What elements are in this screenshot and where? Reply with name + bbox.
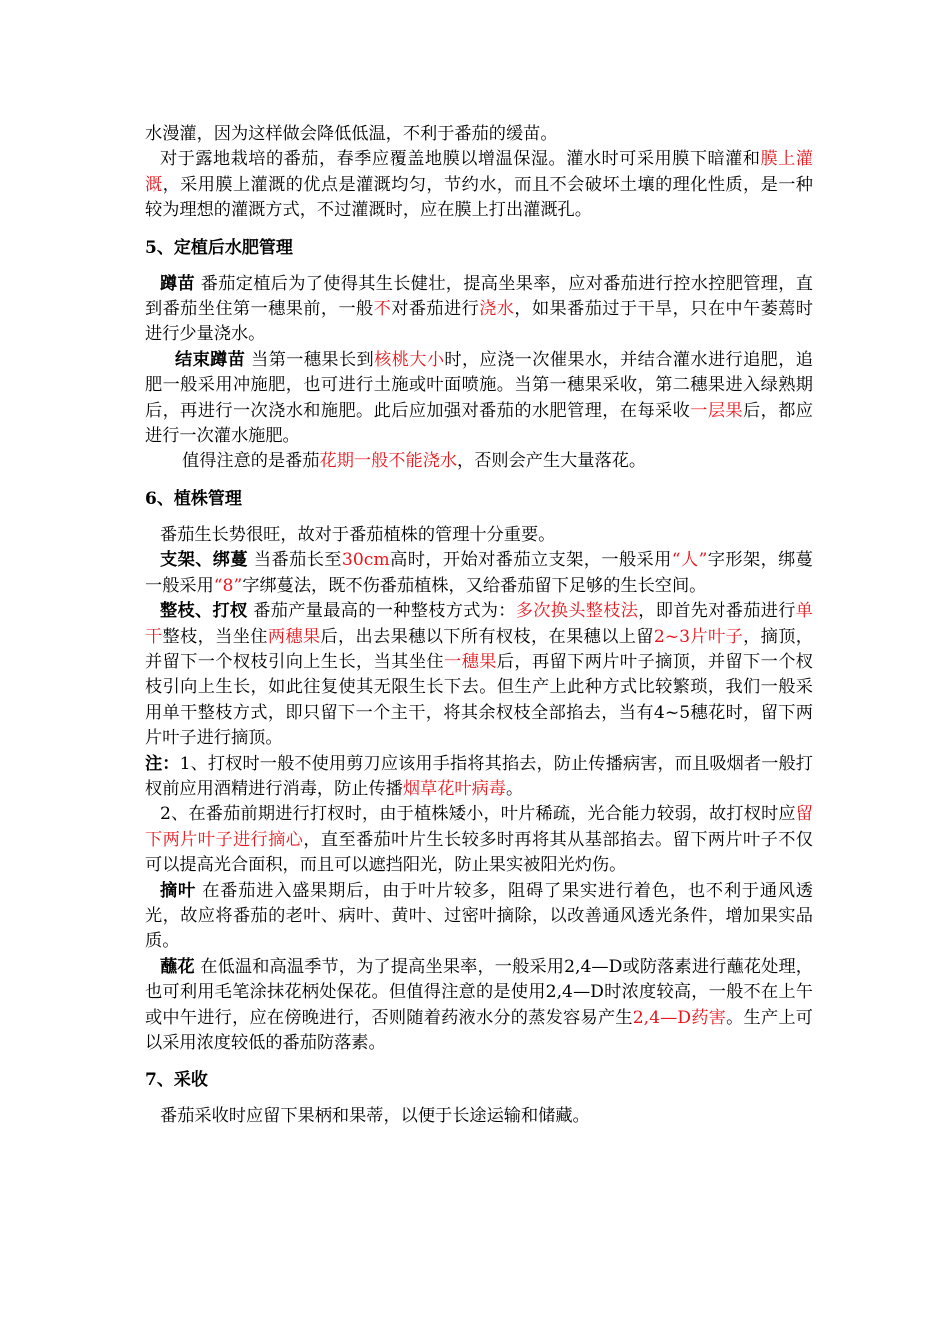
paragraph	[145, 752, 813, 803]
text-run: ，直至番茄叶片生长较多时再将其从基部掐去。留下两片叶子不仅可以提高光合面积，而且可以遮挡阳光，防止果实被阳光灼伤。	[145, 829, 813, 876]
document-page	[145, 122, 813, 1130]
highlighted-text: “人”	[671, 550, 708, 571]
text-run: 当番茄长至	[248, 550, 342, 571]
highlighted-text: 烟草花叶病毒	[402, 778, 506, 799]
paragraph	[145, 548, 813, 599]
paragraph	[145, 272, 813, 348]
text-run: 在低温和高温季节，为了提高坐果率，一般采用2,4—D或防落素进行蘸花处理，也可利用毛笔涂抹花柄处保花。但值得注意的是使用2,4—D时浓度较高，一般不在上午或中午进行，应在傍晚进行，否则随着药液水分的蒸发容易产生	[145, 956, 813, 1028]
text-run: 值得注意的是番茄	[182, 451, 320, 472]
text-run: 水漫灌，因为这样做会降低低温，不利于番茄的缓苗。	[145, 124, 558, 144]
bold-label: 整枝、打杈	[160, 601, 248, 622]
bold-label: 蘸花	[160, 956, 195, 977]
section-heading	[145, 1068, 813, 1093]
text-run: 番茄定植后为了使得其生长健壮，提高坐果率，应对番茄进行控水控肥管理，直到番茄坐住第一穗果前，一般	[145, 273, 813, 320]
text-run: 在番茄进入盛果期后，由于叶片较多，阻碍了果实进行着色，也不利于通风透光，故应将番茄的老叶、病叶、黄叶、过密叶摘除，以改善通风透光条件，增加果实品质。	[145, 880, 813, 952]
text-run: 1、打杈时一般不使用剪刀应该用手指将其掐去，防止传播病害，而且吸烟者一般打杈前应用酒精进行消毒，防止传播	[145, 753, 813, 799]
text-run: ，否则会产生大量落花。	[457, 451, 647, 472]
highlighted-text: 2,4—D药害	[632, 1007, 727, 1028]
paragraph	[145, 348, 813, 450]
highlighted-text: 多次换头整枝法	[515, 601, 639, 622]
paragraph	[145, 879, 813, 955]
text-run: 对番茄进行	[391, 299, 480, 320]
text-run: 番茄生长势很旺，故对于番茄植株的管理十分重要。	[160, 524, 556, 545]
highlighted-text: “8”	[213, 575, 243, 596]
bold-label: 摘叶	[160, 880, 196, 901]
text-run: ，采用膜上灌溉的优点是灌溉均匀，节约水，而且不会破坏土壤的理化性质，是一种较为理想的灌溉方式，不过灌溉时，应在膜上打出灌溉孔。	[145, 174, 813, 221]
text-run: 高时，开始对番茄立支架，一般采用	[389, 550, 672, 571]
paragraph	[145, 955, 813, 1057]
text-run: ，摘顶，并留下一个杈枝引向上生长，当其坐住	[145, 626, 813, 672]
text-run: 字形架，绑蔓一般采用	[145, 550, 813, 596]
text-run: 2、在番茄前期进行打杈时，由于植株矮小，叶片稀疏，光合能力较弱，故打杈时应	[160, 804, 796, 825]
highlighted-text: 单干	[145, 601, 813, 647]
paragraph	[145, 599, 813, 751]
highlighted-text: 膜上灌溉	[145, 149, 813, 195]
section-heading	[145, 236, 813, 261]
text-run: 字绑蔓法，既不伤番茄植株，又给番茄留下足够的生长空间。	[242, 575, 707, 596]
highlighted-text: 两穗果	[267, 626, 321, 647]
highlighted-text: 留下两片叶子进行摘心	[145, 804, 813, 850]
bold-label: 支架、绑蔓	[160, 550, 249, 571]
text-run: 对于露地栽培的番茄，春季应覆盖地膜以增温保湿。灌水时可采用膜下暗灌和	[160, 149, 761, 170]
highlighted-text: 浇水	[479, 299, 515, 320]
text-run: 时，应浇一次催果水，并结合灌水进行追肥，追肥一般采用冲施肥，也可进行土施或叶面喷施。当第一穗果采收，第二穗果进入绿熟期后，再进行一次浇水和施肥。此后应加强对番茄的水肥管理，在每采收	[145, 349, 813, 421]
text-run: 6、植株管理	[145, 488, 242, 509]
highlighted-text: 30cm	[341, 550, 390, 571]
text-run: 番茄产量最高的一种整枝方式为：	[247, 601, 516, 622]
paragraph	[145, 1104, 813, 1129]
text-run: 7、采收	[145, 1070, 208, 1091]
highlighted-text: 一层果	[690, 400, 744, 421]
text-run: ，即首先对番茄进行	[638, 601, 796, 622]
paragraph	[145, 523, 813, 548]
highlighted-text: 一穗果	[444, 651, 497, 672]
highlighted-text: 花期一般不能浇水	[319, 451, 458, 472]
section-heading	[145, 487, 813, 512]
text-run: 整枝，当坐住	[162, 626, 268, 647]
text-run: 后，再留下两片叶子摘顶，并留下一个杈枝引向上生长，如此往复使其无限生长下去。但生产上此种方式比较繁琐，我们一般采用单干整枝方式，即只留下一个主干，将其余杈枝全部掐去，当有4~5穗花时，留下两片叶子进行摘顶。	[145, 651, 813, 749]
paragraph	[145, 449, 813, 474]
bold-label: 蹲苗	[160, 273, 196, 294]
text-run: 番茄采收时应留下果柄和果蒂，以便于长途运输和储藏。	[160, 1106, 590, 1127]
text-run: 。	[505, 778, 524, 799]
paragraph	[145, 802, 813, 878]
text-run: 5、定植后水肥管理	[145, 237, 293, 258]
text-run: 。生产上可以采用浓度较低的番茄防落素。	[145, 1007, 813, 1053]
paragraph	[145, 147, 813, 223]
highlighted-text: 核桃大小	[374, 349, 445, 370]
text-run: ，如果番茄过于干旱，只在中午萎蔫时进行少量浇水。	[145, 299, 813, 345]
highlighted-text: 不	[373, 299, 392, 320]
text-run: 当第一穗果长到	[245, 349, 375, 370]
paragraph	[145, 122, 813, 147]
text-run: 后，出去果穗以下所有杈枝，在果穗以上留	[320, 626, 654, 647]
bold-label: 结束蹲苗	[175, 349, 246, 370]
highlighted-text: 2~3片叶子	[653, 626, 744, 647]
bold-label: 注：	[145, 753, 180, 774]
text-run: 后，都应进行一次灌水施肥。	[145, 400, 813, 447]
